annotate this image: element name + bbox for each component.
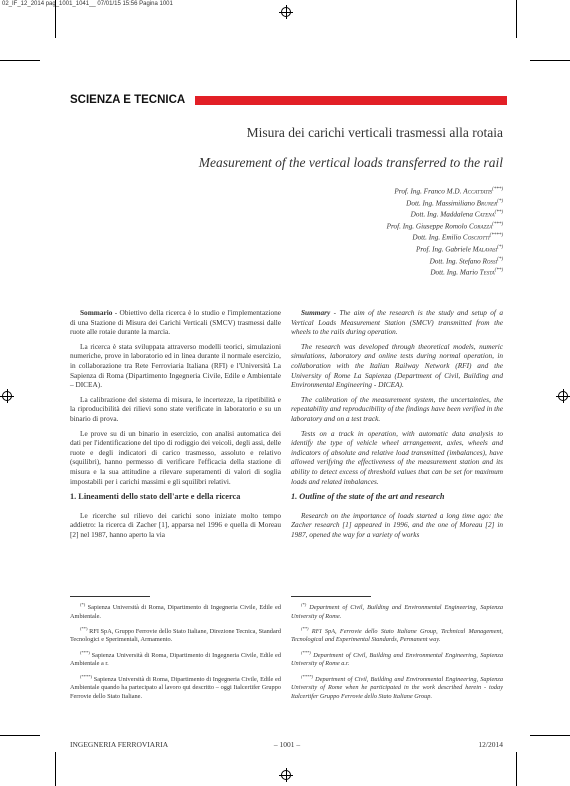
footnote: (****) Sapienza Università di Roma, Dipartimento di Ingegneria Civile, Edile ed Ambientale quando ha partecipato al lavoro qui descritto – oggi Italcertifer Gruppo Ferrovie dello Stato Italiane. xyxy=(70,673,281,700)
footnote: (***) Sapienza Università di Roma, Dipartimento di Ingegneria Civile, Edile ed Ambientale a r. xyxy=(70,649,281,668)
section-label: SCIENZA E TECNICA xyxy=(70,94,186,106)
footnote: (**) RFI SpA, Gruppo Ferrovie dello Stato Italiane, Direzione Tecnica, Standard Tecnologici e Sperimentali, Armamento. xyxy=(70,625,281,644)
paragraph: Tests on a track in operation, with automatic data analysis to identify the type of vehicle wheel arrangement, axles, wheels and indicators of absolute and relative load transmitted (imbalances), have allowed verifying the effectiveness of the measurement station and its ability to detect excess of threshold values that can be set for maximum loads and related imbalances. xyxy=(291,428,503,486)
footnote-rule xyxy=(291,596,371,597)
paragraph: La ricerca è stata sviluppata attraverso modelli teorici, simulazioni numeriche, prove in laboratorio ed in linea durante il normale esercizio, in collaborazione tra Rete Ferroviaria Italiana (RFI) e l'Università La Sapienza di Roma (Dipartimento Ingegneria Civile, Edile e Ambientale – DICEA). xyxy=(70,341,281,390)
print-header: 02_IF_12_2014 pag_1001_1041__ 07/01/15 15:56 Pagina 1001 xyxy=(2,1,173,7)
footnote: (****) Department of Civil, Building and Environmental Engineering, Sapienza University of Rome when he participated in the work described herein - today Italcertifer Gruppo Ferrovie dello Stato Italiane Group. xyxy=(291,673,503,700)
section-accent-bar xyxy=(195,96,507,105)
author-line: Prof. Ing. Franco M.D. Accattatis(***) xyxy=(394,187,503,196)
paragraph: Le ricerche sul rilievo dei carichi sono iniziate molto tempo addietro: la ricerca di Zacher [1], apparsa nel 1996 e quella di Moreau [2] nel 1987, hanno aperto la via xyxy=(70,510,281,539)
section-heading: 1. Lineamenti dello stato dell'arte e della ricerca xyxy=(70,492,241,502)
paragraph: La calibrazione del sistema di misura, le incertezze, la ripetibilità e la riproducibilità dei rilievi sono state verificate in laboratorio e su un binario di prova. xyxy=(70,394,281,423)
title-italian: Misura dei carichi verticali trasmessi alla rotaia xyxy=(246,125,503,140)
author-list xyxy=(260,185,503,278)
paragraph: The research was developed through theoretical models, numeric simulations, laboratory and online tests during normal operation, in collaboration with the Italian Railway Network (RFI) and the University of Rome La Sapienza (Department of Civil, Building and Environmental Engineering - DICEA). xyxy=(291,341,503,390)
summary-italian: Sommario - Obiettivo della ricerca è lo studio e l'implementazione di una Stazione di Misura dei Carichi Verticali (SMCV) trasmessi dalle ruote alle rotaie durante la marcia. xyxy=(70,308,281,337)
author-line: Dott. Ing. Maddalena Catena(**) xyxy=(410,210,503,219)
footnote: (*) Sapienza Università di Roma, Dipartimento di Ingegneria Civile, Edile ed Ambientale. xyxy=(70,602,281,620)
footnotes-italian xyxy=(70,601,281,705)
journal-name: INGEGNERIA FERROVIARIA xyxy=(70,740,169,749)
footnotes-english xyxy=(291,601,503,705)
footnote: (**) RFI SpA, Ferrovie dello Stato Italiane Group, Technical Management, Tecnological and Experimental Standards, Permanent way. xyxy=(291,625,503,644)
summary-english: Summary - The aim of the research is the study and setup of a Vertical Loads Measurement Station (SMCV) transmitted from the wheels to the rails during operation. xyxy=(291,308,503,337)
paragraph: Le prove su di un binario in esercizio, con analisi automatica dei dati per l'identificazione del tipo di rodiggio dei veicoli, degli assi, delle ruote e degli indicatori di carico trasmesso, assoluto e relativo (squilibri), hanno permesso di verificare l'efficacia della stazione di misura e la sua attitudine a rilevare superamenti di valori di soglia impostabili per i carichi massimi e gli squilibri relativi. xyxy=(70,428,281,486)
author-line: Dott. Ing. Emilio Cosciotti(****) xyxy=(412,233,503,242)
page-number: – 1001 – xyxy=(273,740,301,749)
footnote: (*) Department of Civil, Building and Environmental Engineering, Sapienza University of Rome. xyxy=(291,602,503,620)
author-line: Dott. Ing. Mario Testa(**) xyxy=(430,268,503,277)
paragraph: The calibration of the measurement system, the uncertainties, the repeatability and reproducibility of the findings have been verified in the laboratory and on a test track. xyxy=(291,394,503,423)
author-line: Prof. Ing. Gabriele Malavasi(*) xyxy=(415,244,503,254)
paragraph: Research on the importance of loads started a long time ago: the Zacher research [1] appeared in 1996, and the one of Moreau [2] in 1987, opened the way for a variety of works xyxy=(291,510,503,539)
italian-column xyxy=(70,308,281,544)
footnote-rule xyxy=(70,596,150,597)
english-column xyxy=(291,308,503,544)
title-english: Measurement of the vertical loads transferred to the rail xyxy=(198,155,503,170)
author-line: Dott. Ing. Massimiliano Bruner(*) xyxy=(406,198,503,207)
section-heading: 1. Outline of the state of the art and research xyxy=(291,492,445,502)
issue-date: 12/2014 xyxy=(478,740,503,749)
footnote: (***) Department of Civil, Building and Environmental Engineering, Sapienza University of Rome a.r. xyxy=(291,649,503,668)
author-line: Dott. Ing. Stefano Rossi(*) xyxy=(429,256,503,265)
author-line: Prof. Ing. Giuseppe Romolo Corazza(***) xyxy=(386,221,503,231)
